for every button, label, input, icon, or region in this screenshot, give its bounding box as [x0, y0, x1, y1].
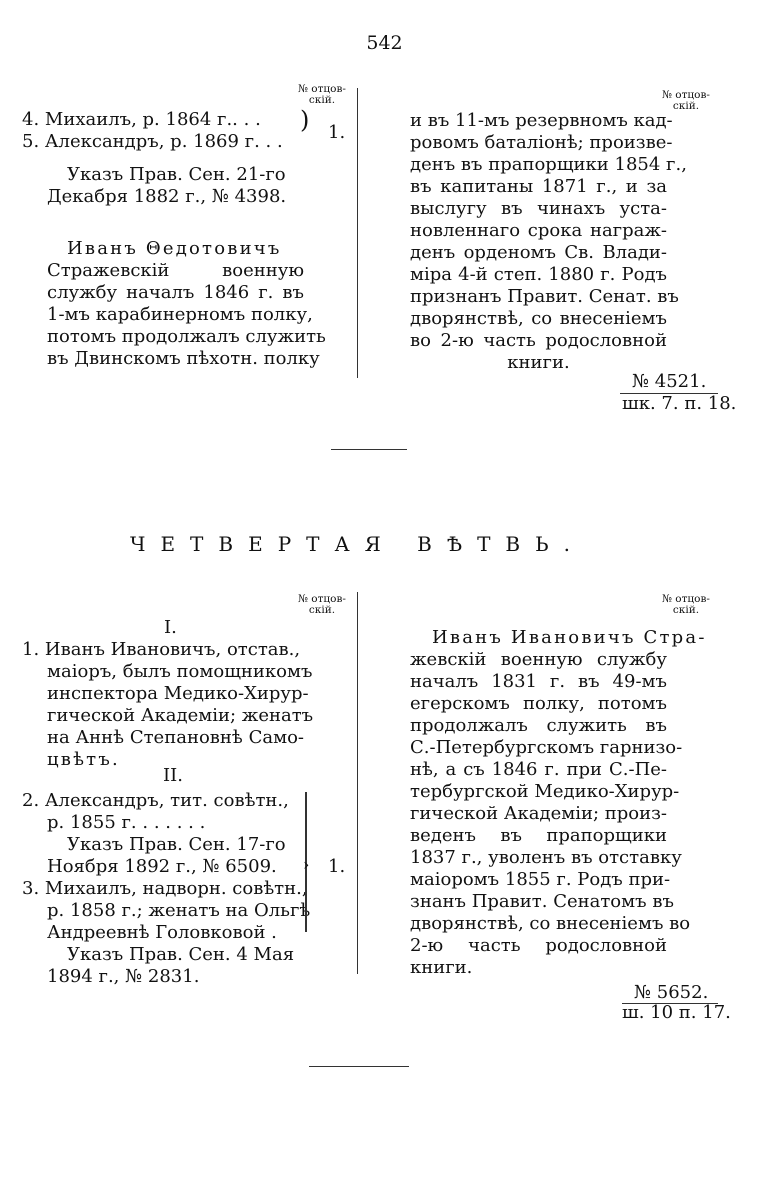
bio-line: въ капитаны 1871 г., и за [410, 176, 667, 197]
bio-line: маіоромъ 1855 г. Родъ при- [410, 869, 671, 890]
child-entry-3: 3. Михаилъ, надворн. совѣтн., [22, 878, 308, 899]
entry-line: цвѣтъ. [47, 749, 120, 770]
bio-line: егерскомъ полку, потомъ [410, 693, 667, 714]
entry-line: р. 1858 г.; женатъ на Ольгѣ [47, 900, 311, 921]
decree-line: Указъ Прав. Сен. 4 Мая [67, 944, 295, 965]
bio-line: міра 4-й степ. 1880 г. Родъ [410, 264, 667, 285]
bio-line: ровомъ баталіонѣ; произве- [410, 132, 673, 153]
bio-line: денъ въ прапорщики 1854 г., [410, 154, 687, 175]
branch-title: ЧЕТВЕРТАЯ ВѢТВЬ. [130, 532, 585, 556]
generation-label: II. [163, 765, 183, 786]
bio-line: тербургской Медико-Хирур- [410, 781, 680, 802]
bio-line: нѣ, а съ 1846 г. при С.-Пе- [410, 759, 667, 780]
entry-line: 1. Иванъ Ивановичъ, отстав., [22, 639, 301, 660]
record-number: № 5652. [634, 982, 709, 1003]
father-number: 1. [328, 856, 346, 877]
decree-line: Указъ Прав. Сен. 17-го [67, 834, 286, 855]
bio-line: во 2-ю часть родословной [410, 330, 667, 351]
biography-left [47, 238, 326, 370]
record-reference: шк. 7. п. 18. [622, 393, 737, 414]
bio-line: С.-Петербургскомъ гарнизо- [410, 737, 683, 758]
bio-line: 2-ю часть родословной [410, 935, 667, 956]
bio-line: дворянствѣ, со внесеніемъ во [410, 913, 691, 934]
father-number: 1. [328, 122, 346, 143]
child-entry-4: 4. Михаилъ, р. 1864 г.. . . [22, 109, 261, 130]
entry-line: инспектора Медико-Хирур- [47, 683, 309, 704]
decree-line: Указъ Прав. Сен. 21-го [67, 164, 286, 185]
bio-line: службу началъ 1846 г. въ [47, 282, 304, 303]
father-number-header-right: № отцов- скій. [662, 593, 710, 616]
bio-line: книги. [507, 352, 570, 373]
bio-line: продолжалъ служить въ [410, 715, 667, 736]
bio-line: 1-мъ карабинерномъ полку, [47, 304, 313, 325]
bio-line: началъ 1831 г. въ 49-мъ [410, 671, 667, 692]
brace: ) [300, 106, 310, 134]
brace-point: › [303, 855, 310, 874]
entry-line: Андреевнѣ Головковой . [47, 922, 277, 943]
bio-line: и въ 11-мъ резервномъ кад- [410, 110, 673, 131]
generation-label: I. [164, 617, 177, 638]
bio-line: гической Академіи; произ- [410, 803, 668, 824]
bio-line: признанъ Правит. Сенат. въ [410, 286, 679, 307]
biography-right [410, 627, 707, 979]
biography-right [410, 110, 687, 374]
bio-line: Иванъ Θедотовичъ [67, 238, 282, 259]
bio-line: потомъ продолжалъ служить [47, 326, 326, 347]
bio-line: новленнаго срока награж- [410, 220, 667, 241]
entry-line: маіоръ, былъ помощникомъ [47, 661, 313, 682]
bio-line: книги. [410, 957, 473, 978]
bio-line: 1837 г., уволенъ въ отставку [410, 847, 682, 868]
father-number-header-left: № отцов- скій. [298, 83, 346, 106]
child-entry-5: 5. Александръ, р. 1869 г. . . [22, 131, 283, 152]
decree-line: 1894 г., № 2831. [47, 966, 200, 987]
section-separator [309, 1066, 409, 1067]
father-number-header-left: № отцов- скій. [298, 593, 346, 616]
entry-line: на Аннѣ Степановнѣ Само- [47, 727, 304, 748]
section-separator [331, 449, 407, 450]
decree-line: Декабря 1882 г., № 4398. [47, 186, 287, 207]
record-reference: ш. 10 п. 17. [622, 1002, 731, 1023]
page-number: 542 [366, 32, 403, 54]
entry-line: р. 1855 г. . . . . . . [47, 812, 206, 833]
column-divider [357, 592, 358, 974]
bio-line: жевскій военную службу [410, 649, 667, 670]
entry-line: гической Академіи; женатъ [47, 705, 314, 726]
bio-line: Иванъ Ивановичъ Стра- [432, 627, 707, 648]
bio-line: денъ орденомъ Св. Влади- [410, 242, 667, 263]
child-entry-1 [47, 661, 314, 771]
bio-line: Стражевскій военную [47, 260, 304, 281]
column-divider [357, 88, 358, 378]
father-number-header-right: № отцов- скій. [662, 89, 710, 112]
child-entry-2: 2. Александръ, тит. совѣтн., [22, 790, 289, 811]
record-number: № 4521. [632, 371, 707, 392]
bio-line: въ Двинскомъ пѣхотн. полку [47, 348, 320, 369]
bio-line: веденъ въ прапорщики [410, 825, 667, 846]
bio-line: дворянствѣ, со внесеніемъ [410, 308, 667, 329]
bio-line: знанъ Правит. Сенатомъ въ [410, 891, 674, 912]
decree-line: Ноября 1892 г., № 6509. [47, 856, 277, 877]
bio-line: выслугу въ чинахъ уста- [410, 198, 667, 219]
